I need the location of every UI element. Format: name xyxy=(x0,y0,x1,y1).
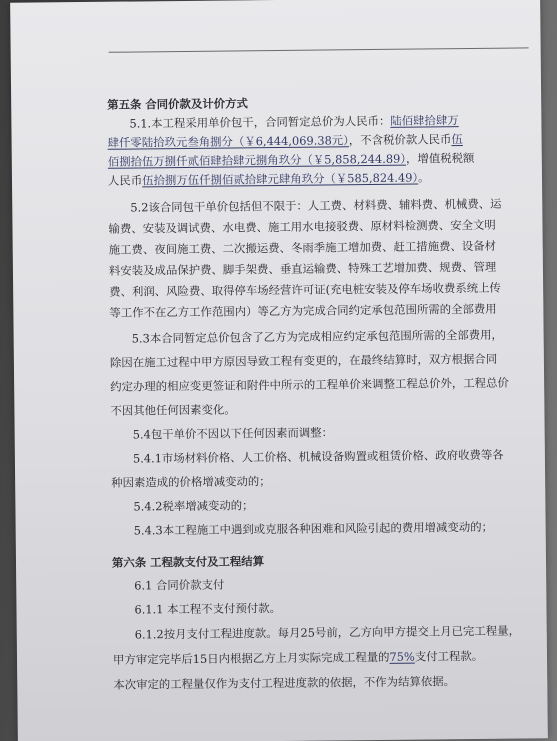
payment-percent: 75% xyxy=(389,649,415,664)
clause-5-3-line: 除因在施工过程中甲方原因导致工程有变更的，在最终结算时，双方根据合同 xyxy=(109,351,498,370)
clause-5-3-line: 约定办理的相应变更签证和附件中所示的工程单价来调整工程总价外，工程总价 xyxy=(110,375,509,394)
clause-5-2-line: 等工作不在乙方工作范围内）等乙方为完成合同约定承包范围所需的全部费用 xyxy=(109,301,497,320)
clause-5-2-line: 输费、安装及调试费、水电费、施工用水电接驳费、原材料检测费、安全文明 xyxy=(108,217,496,236)
clause-5-1-line-1 xyxy=(129,113,458,130)
total-price-figure: （￥6,444,069.38元） xyxy=(232,133,349,149)
vat-label: ，增值税税额 xyxy=(405,150,475,166)
vat-words: 伍拾捌万伍仟捌佰贰拾肆元肆角玖分 xyxy=(142,171,325,188)
payment-text: 甲方审定完毕后15日内根据乙方上月实际完成工程量的 xyxy=(112,649,390,667)
clause-5-2-line: 5.2该合同包干单价包括但不限于：人工费、材料费、辅料费、机械费、运 xyxy=(130,196,502,215)
clause-5-4-1-line: 5.4.1市场材料价格、人工价格、机械设备购置或租赁价格、政府收费等各 xyxy=(132,447,504,466)
clause-6-1-1: 6.1.1 本工程不支付预付款。 xyxy=(134,600,282,617)
clause-5-1-line-2 xyxy=(108,132,463,150)
clause-5-1-line-4 xyxy=(108,170,430,187)
clause-5-4: 5.4包干单价不因以下任何因素而调整： xyxy=(132,425,334,442)
clause-5-3-line: 不因其他任何因素变化。 xyxy=(110,402,236,418)
article-5-title: 第五条 合同价款及计价方式 xyxy=(107,96,248,112)
clause-5-4-2: 5.4.2税率增减变动的； xyxy=(133,498,254,514)
clause-6-1-2-line-3: 本次审定的工程量仅作为支付工程进度款的依据，不作为结算依据。 xyxy=(113,674,456,692)
contract-body xyxy=(107,93,535,692)
total-price-words-cont: 肆仟零陆拾玖元叁角捌分 xyxy=(107,134,233,150)
pretax-words-cont: 佰捌拾伍万捌仟贰佰肆拾肆元捌角玖分 xyxy=(107,152,302,169)
pretax-figure: （￥5,858,244.89） xyxy=(301,151,407,167)
clause-5-2-line: 料安装及成品保护费、脚手架费、垂直运输费、特殊工艺增加费、规费、管理 xyxy=(108,259,497,278)
header-rule xyxy=(109,47,529,52)
period: 。 xyxy=(418,170,430,185)
clause-5-3-line: 5.3本合同暂定总价包含了乙方为完成相应约定承包范围所需的全部费用， xyxy=(131,327,503,346)
contract-page xyxy=(10,0,548,741)
clause-6-1: 6.1 合同价款支付 xyxy=(134,577,225,593)
clause-5-2-line: 施工费、夜间施工费、二次搬运费、冬雨季施工增加费、赶工措施费、设备材 xyxy=(108,238,497,257)
clause-5-1-line-3 xyxy=(108,151,475,169)
payment-text-end: 支付工程款。 xyxy=(414,648,484,664)
pretax-words: 伍 xyxy=(451,132,463,147)
clause-6-1-2-line-1: 6.1.2按月支付工程进度款。每月25号前，乙方向甲方提交上月已完工程量， xyxy=(134,623,521,642)
clause-5-1-text: 5.1.本工程采用单价包干，合同暂定总价为人民币： xyxy=(129,113,391,131)
pretax-label: ，不含税价款人民币 xyxy=(348,132,452,148)
clause-6-1-2-line-2 xyxy=(113,649,483,667)
rmb-label: 人民币 xyxy=(107,173,143,188)
vat-figure: （￥585,824.49） xyxy=(324,170,419,186)
clause-5-4-3: 5.4.3本工程施工中遇到或克服各种困难和风险引起的费用增减变动的； xyxy=(133,519,494,538)
clause-5-2-line: 费、利润、风险费、取得停车场经营许可证(充电桩安装及停车场收费系统上传 xyxy=(109,280,501,299)
article-6-title: 第六条 工程款支付及工程结算 xyxy=(111,554,265,570)
clause-5-4-1-line: 种因素造成的价格增减变动的； xyxy=(111,474,271,490)
total-price-words: 陆佰肆拾肆万 xyxy=(390,113,459,128)
